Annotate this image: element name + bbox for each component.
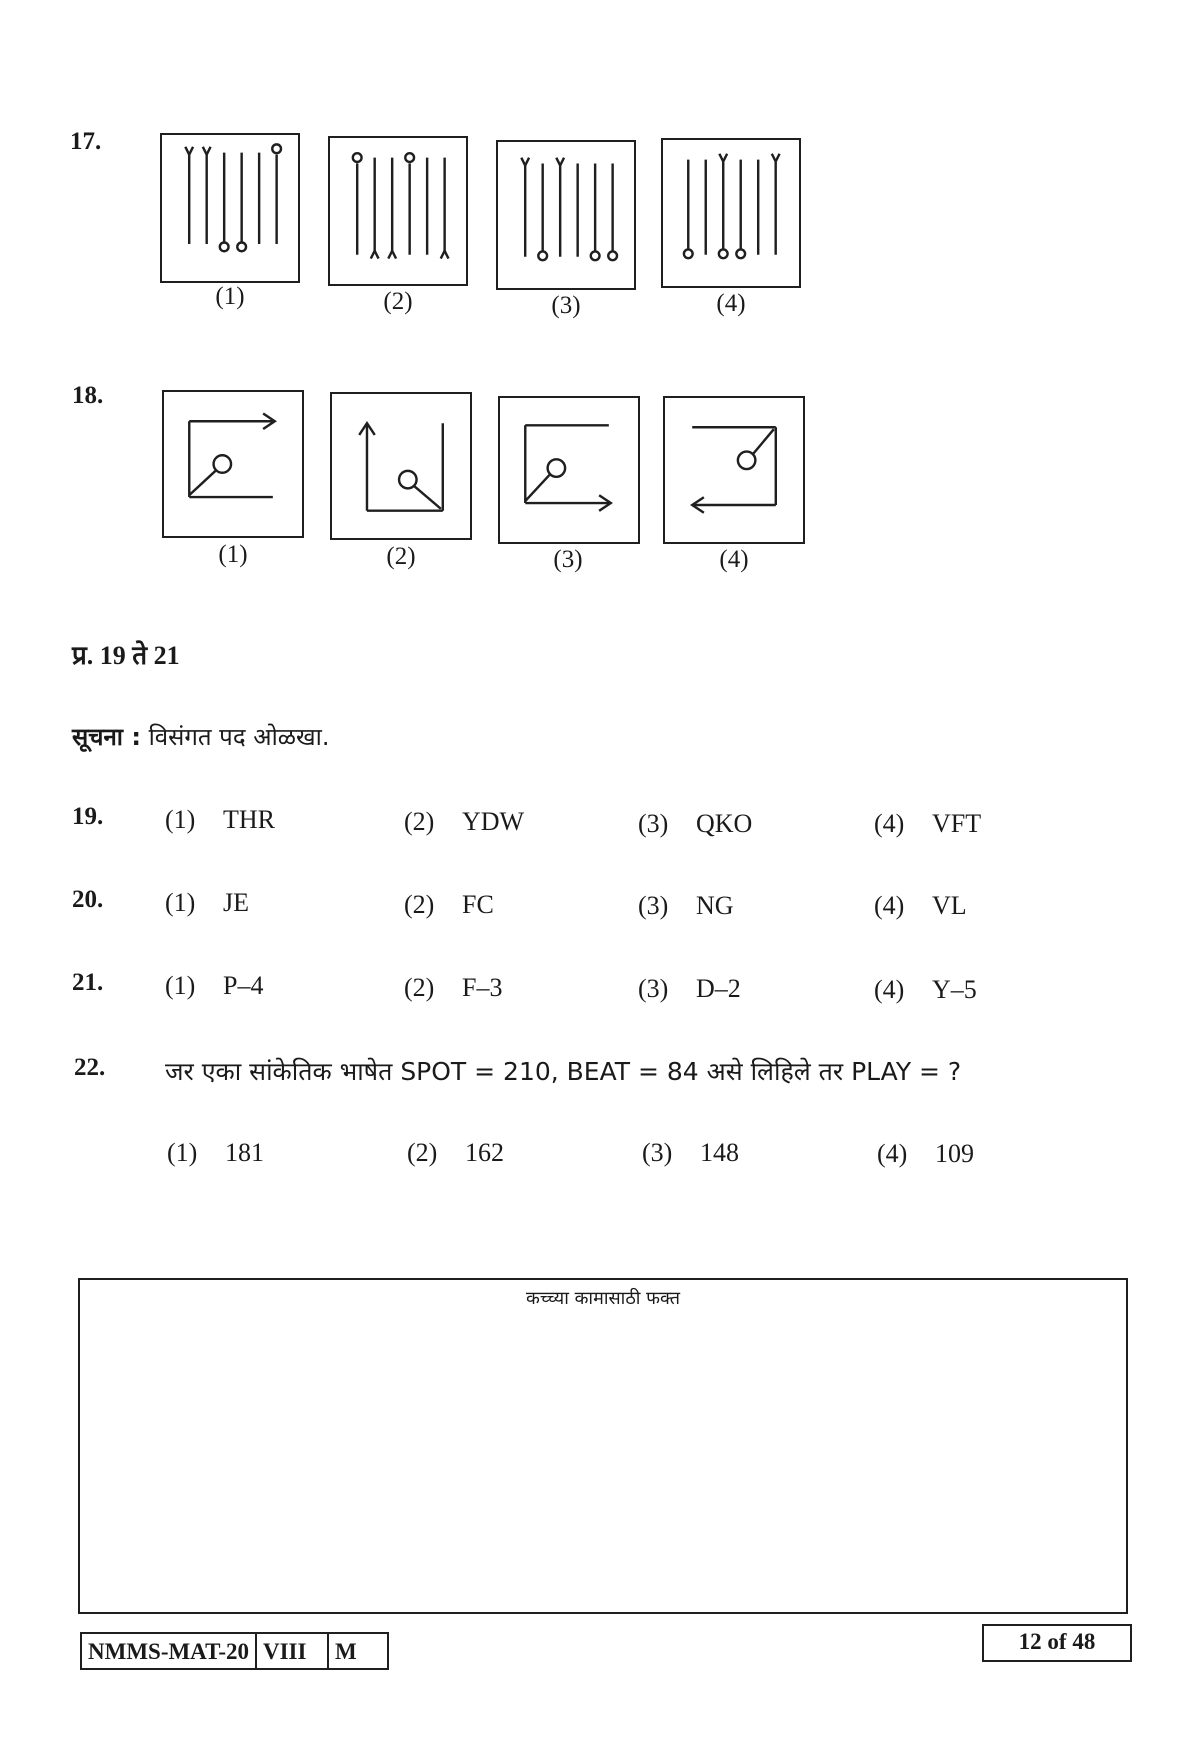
paper-standard: VIII: [255, 1634, 327, 1668]
figure-17-option-4: [661, 138, 801, 288]
question-number: 22.: [74, 1054, 106, 1081]
option-value: NG: [696, 891, 734, 920]
option-value: FC: [462, 890, 494, 919]
option-value: Y–5: [932, 975, 977, 1004]
figure-18-option-3: [498, 396, 640, 544]
rough-work-label: कच्च्या कामासाठी फक्त: [526, 1288, 680, 1309]
page-number: 12 of 48: [982, 1624, 1132, 1662]
option-number: (4): [874, 975, 905, 1004]
option-value: YDW: [462, 807, 525, 836]
question-number: 19.: [72, 803, 104, 830]
option-number: (4): [874, 809, 905, 838]
figure-17-option-1: [160, 133, 300, 283]
option[interactable]: [638, 809, 752, 839]
option-value: D–2: [696, 974, 741, 1003]
option-number: (1): [165, 805, 196, 834]
option[interactable]: [874, 975, 977, 1005]
question-number: 21.: [72, 969, 104, 996]
paper-code-box: [80, 1632, 389, 1670]
pins-figure-icon: [330, 138, 466, 284]
option-number: (3): [642, 1138, 673, 1167]
option-value: 162: [465, 1138, 504, 1167]
option[interactable]: [874, 809, 981, 839]
question-number: 20.: [72, 886, 104, 913]
option-number: (4): [877, 1139, 908, 1168]
option-number: (2): [404, 890, 435, 919]
option[interactable]: [165, 888, 249, 918]
figure-label: (1): [215, 283, 245, 310]
option-value: JE: [223, 888, 249, 917]
pins-figure-icon: [162, 135, 298, 281]
arrow-figure-icon: [500, 398, 638, 542]
option[interactable]: [877, 1139, 974, 1169]
pins-figure-icon: [663, 140, 799, 286]
option[interactable]: [404, 890, 494, 920]
option-value: VL: [932, 891, 967, 920]
option-number: (3): [638, 891, 669, 920]
option-number: (2): [407, 1138, 438, 1167]
section-heading: प्र. 19 ते 21: [72, 641, 180, 670]
figure-label: (4): [716, 290, 746, 317]
option[interactable]: [404, 807, 524, 837]
option-value: 181: [225, 1138, 264, 1167]
option-value: QKO: [696, 809, 753, 838]
figure-label: (1): [218, 541, 248, 568]
option-value: THR: [223, 805, 275, 834]
option-number: (3): [638, 974, 669, 1003]
option[interactable]: [404, 973, 502, 1003]
option-value: 109: [935, 1139, 974, 1168]
option[interactable]: [165, 971, 263, 1001]
option-number: (3): [638, 809, 669, 838]
figure-18-option-2: [330, 392, 472, 540]
figure-label: (2): [383, 288, 413, 315]
option-number: (4): [874, 891, 905, 920]
option-number: (1): [165, 971, 196, 1000]
option-number: (2): [404, 807, 435, 836]
option-value: VFT: [932, 809, 982, 838]
pins-figure-icon: [498, 142, 634, 288]
option[interactable]: [638, 974, 741, 1004]
arrow-figure-icon: [665, 398, 803, 542]
figure-17-option-2: [328, 136, 468, 286]
figure-18-option-1: [162, 390, 304, 538]
figure-label: (4): [719, 546, 749, 573]
option-value: 148: [700, 1138, 739, 1167]
note-text: विसंगत पद ओळखा.: [140, 723, 330, 751]
paper-medium: M: [327, 1634, 387, 1668]
option-number: (2): [404, 973, 435, 1002]
option-value: F–3: [462, 973, 503, 1002]
arrow-figure-icon: [332, 394, 470, 538]
option-value: P–4: [223, 971, 264, 1000]
question-number: 18.: [72, 382, 104, 409]
option-number: (1): [165, 888, 196, 917]
figure-17-option-3: [496, 140, 636, 290]
figure-label: (3): [551, 292, 581, 319]
question-text: जर एका सांकेतिक भाषेत SPOT = 210, BEAT = 84 असे लिहिले तर PLAY = ?: [165, 1057, 962, 1086]
option-number: (1): [167, 1138, 198, 1167]
note-label: सूचना :: [72, 723, 141, 751]
option[interactable]: [642, 1138, 739, 1168]
paper-code: NMMS-MAT-20: [88, 1639, 249, 1664]
rough-work-box: [78, 1278, 1128, 1614]
option[interactable]: [638, 891, 734, 921]
option[interactable]: [165, 805, 275, 835]
option[interactable]: [407, 1138, 504, 1168]
figure-18-option-4: [663, 396, 805, 544]
option[interactable]: [874, 891, 967, 921]
option[interactable]: [167, 1138, 264, 1168]
question-number: 17.: [70, 128, 102, 155]
figure-label: (3): [553, 546, 583, 573]
figure-label: (2): [386, 543, 416, 570]
instruction-note: [72, 720, 329, 753]
arrow-figure-icon: [164, 392, 302, 536]
